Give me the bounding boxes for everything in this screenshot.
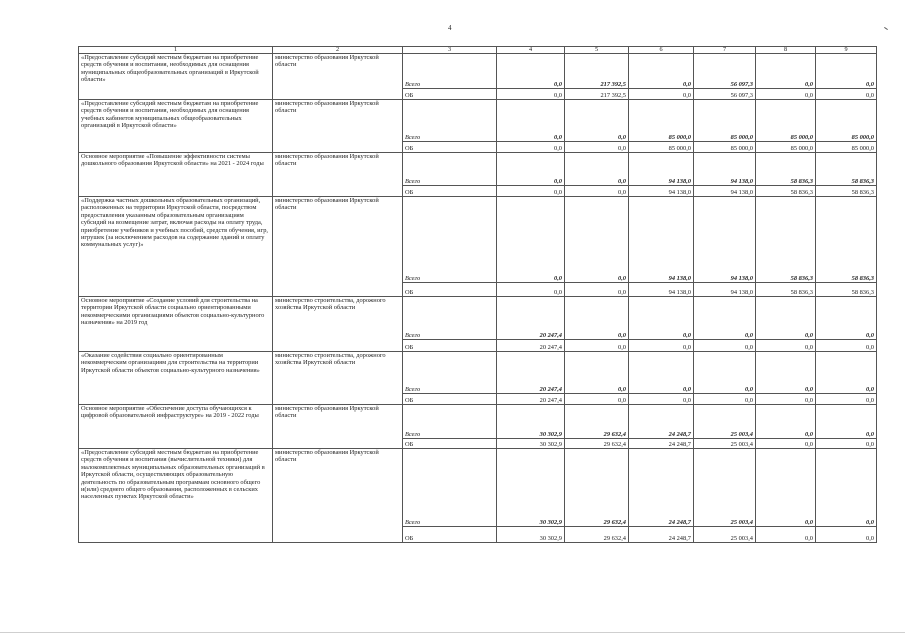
table-row-total	[79, 449, 877, 527]
amount-cell: 24 248,7	[629, 449, 694, 527]
amount-cell: 0,0	[497, 153, 565, 186]
amount-cell: 0,0	[694, 352, 756, 394]
funding-source-cell: ОБ	[403, 439, 497, 449]
table-row-total	[79, 297, 877, 340]
amount-cell: 0,0	[756, 297, 816, 340]
table-row-total	[79, 100, 877, 142]
amount-cell: 24 248,7	[629, 527, 694, 543]
amount-cell: 58 836,3	[816, 283, 877, 297]
funding-source-cell: ОБ	[403, 142, 497, 153]
table-row-total	[79, 197, 877, 283]
amount-cell: 56 097,3	[694, 89, 756, 100]
col-header: 6	[629, 47, 694, 54]
executor-cell: министерство строительства, дорожного хозяйства Иркутской области	[273, 352, 403, 405]
amount-cell: 30 302,9	[497, 527, 565, 543]
amount-cell: 85 000,0	[694, 100, 756, 142]
amount-cell: 0,0	[629, 352, 694, 394]
event-name-cell: «Предоставление субсидий местным бюджетам на приобретение средств обучения и воспитания (вычислительной техники) для малокомплектных муниципальных образовательных организаций в Иркутской области, осуществляющих образовательную деятельность по образовательным программам основного общего и(или) среднего общего образования, расположенных в сельских населенных пунктах Иркутской области»	[79, 449, 273, 543]
amount-cell: 58 836,3	[816, 153, 877, 186]
funding-source-cell: Всего	[403, 100, 497, 142]
amount-cell: 0,0	[565, 283, 629, 297]
amount-cell: 0,0	[565, 297, 629, 340]
amount-cell: 0,0	[497, 54, 565, 89]
executor-cell: министерство образования Иркутской области	[273, 405, 403, 449]
header-row	[79, 47, 877, 54]
executor-cell: министерство образования Иркутской области	[273, 153, 403, 197]
amount-cell: 0,0	[756, 54, 816, 89]
executor-cell: министерство образования Иркутской области	[273, 197, 403, 297]
table-row-total	[79, 153, 877, 186]
amount-cell: 58 836,3	[816, 186, 877, 197]
amount-cell: 0,0	[565, 100, 629, 142]
funding-source-cell: Всего	[403, 153, 497, 186]
amount-cell: 20 247,4	[497, 340, 565, 352]
funding-source-cell: ОБ	[403, 527, 497, 543]
executor-cell: министерство образования Иркутской области	[273, 449, 403, 543]
amount-cell: 94 138,0	[629, 283, 694, 297]
amount-cell: 24 248,7	[629, 439, 694, 449]
amount-cell: 0,0	[629, 394, 694, 405]
table-row-total	[79, 54, 877, 89]
amount-cell: 85 000,0	[816, 100, 877, 142]
amount-cell: 29 632,4	[565, 449, 629, 527]
funding-source-cell: ОБ	[403, 186, 497, 197]
budget-table	[78, 46, 877, 543]
amount-cell: 217 392,5	[565, 54, 629, 89]
event-name-cell: Основное мероприятие «Создание условий для строительства на территории Иркутской области социально ориентированными некоммерческими организациями объектов социально-культурного назначения» на 2019 год	[79, 297, 273, 352]
amount-cell: 0,0	[694, 394, 756, 405]
amount-cell: 94 138,0	[629, 197, 694, 283]
amount-cell: 30 302,9	[497, 439, 565, 449]
amount-cell: 0,0	[816, 439, 877, 449]
page-bottom-edge	[0, 632, 905, 633]
amount-cell: 0,0	[816, 394, 877, 405]
amount-cell: 20 247,4	[497, 394, 565, 405]
executor-cell: министерство образования Иркутской области	[273, 100, 403, 153]
amount-cell: 25 003,4	[694, 439, 756, 449]
amount-cell: 0,0	[629, 340, 694, 352]
amount-cell: 58 836,3	[816, 197, 877, 283]
amount-cell: 0,0	[497, 89, 565, 100]
amount-cell: 217 392,5	[565, 89, 629, 100]
event-name-cell: Основное мероприятие «Обеспечение доступа обучающихся к цифровой образовательной инфраструктуре» на 2019 - 2022 годы	[79, 405, 273, 449]
amount-cell: 94 138,0	[629, 186, 694, 197]
amount-cell: 0,0	[816, 297, 877, 340]
amount-cell: 0,0	[756, 449, 816, 527]
event-name-cell: «Поддержка частных дошкольных образовательных организаций, расположенных на территории Иркутской области, посредством предоставления указанным образовательным организациям субсидий на возмещение затрат, включая расходы на оплату труда, приобретение учебников и учебных пособий, средств обучения, игр, игрушек (за исключением расходов на содержание зданий и оплату коммунальных услуг)»	[79, 197, 273, 297]
amount-cell: 29 632,4	[565, 439, 629, 449]
amount-cell: 94 138,0	[694, 153, 756, 186]
amount-cell: 0,0	[756, 340, 816, 352]
amount-cell: 58 836,3	[756, 186, 816, 197]
amount-cell: 20 247,4	[497, 352, 565, 394]
amount-cell: 94 138,0	[694, 197, 756, 283]
funding-source-cell: ОБ	[403, 340, 497, 352]
amount-cell: 25 003,4	[694, 405, 756, 439]
amount-cell: 0,0	[756, 527, 816, 543]
amount-cell: 58 836,3	[756, 197, 816, 283]
amount-cell: 0,0	[756, 89, 816, 100]
funding-source-cell: Всего	[403, 297, 497, 340]
col-header: 2	[273, 47, 403, 54]
amount-cell: 85 000,0	[629, 142, 694, 153]
col-header: 8	[756, 47, 816, 54]
amount-cell: 0,0	[816, 340, 877, 352]
amount-cell: 0,0	[756, 439, 816, 449]
event-name-cell: «Предоставление субсидий местным бюджетам на приобретение средств обучения и воспитания, необходимых для оснащения муниципальных общеобразовательных организаций в Иркутской области»	[79, 54, 273, 100]
amount-cell: 58 836,3	[756, 153, 816, 186]
col-header: 9	[816, 47, 877, 54]
executor-cell: министерство строительства, дорожного хозяйства Иркутской области	[273, 297, 403, 352]
scan-mark	[884, 27, 888, 30]
amount-cell: 94 138,0	[694, 283, 756, 297]
funding-source-cell: Всего	[403, 449, 497, 527]
amount-cell: 0,0	[756, 405, 816, 439]
amount-cell: 25 003,4	[694, 527, 756, 543]
col-header: 3	[403, 47, 497, 54]
amount-cell: 29 632,4	[565, 405, 629, 439]
col-header: 5	[565, 47, 629, 54]
executor-cell: министерство образования Иркутской области	[273, 54, 403, 100]
amount-cell: 0,0	[816, 405, 877, 439]
amount-cell: 0,0	[816, 352, 877, 394]
col-header: 4	[497, 47, 565, 54]
funding-source-cell: ОБ	[403, 283, 497, 297]
event-name-cell: Основное мероприятие «Повышение эффективности системы дошкольного образования Иркутской области» на 2021 - 2024 годы	[79, 153, 273, 197]
amount-cell: 0,0	[565, 142, 629, 153]
amount-cell: 0,0	[565, 186, 629, 197]
amount-cell: 85 000,0	[816, 142, 877, 153]
amount-cell: 58 836,3	[756, 283, 816, 297]
funding-source-cell: Всего	[403, 197, 497, 283]
amount-cell: 85 000,0	[629, 100, 694, 142]
amount-cell: 0,0	[694, 340, 756, 352]
amount-cell: 85 000,0	[756, 142, 816, 153]
amount-cell: 0,0	[497, 283, 565, 297]
amount-cell: 0,0	[816, 449, 877, 527]
funding-source-cell: Всего	[403, 405, 497, 439]
amount-cell: 29 632,4	[565, 527, 629, 543]
event-name-cell: «Предоставление субсидий местным бюджетам на приобретение средств обучения и воспитания, необходимых для оснащения учебных кабинетов муниципальных общеобразовательных организаций в Иркутской области»	[79, 100, 273, 153]
amount-cell: 24 248,7	[629, 405, 694, 439]
amount-cell: 0,0	[497, 142, 565, 153]
amount-cell: 0,0	[816, 89, 877, 100]
col-header: 7	[694, 47, 756, 54]
amount-cell: 0,0	[565, 197, 629, 283]
funding-source-cell: Всего	[403, 352, 497, 394]
amount-cell: 0,0	[565, 394, 629, 405]
page-number: 4	[448, 24, 452, 32]
amount-cell: 0,0	[756, 394, 816, 405]
amount-cell: 0,0	[565, 352, 629, 394]
amount-cell: 85 000,0	[756, 100, 816, 142]
amount-cell: 0,0	[565, 153, 629, 186]
amount-cell: 0,0	[756, 352, 816, 394]
amount-cell: 56 097,3	[694, 54, 756, 89]
amount-cell: 20 247,4	[497, 297, 565, 340]
amount-cell: 0,0	[694, 297, 756, 340]
col-header: 1	[79, 47, 273, 54]
amount-cell: 0,0	[497, 186, 565, 197]
table-row-total	[79, 352, 877, 394]
amount-cell: 85 000,0	[694, 142, 756, 153]
amount-cell: 0,0	[629, 89, 694, 100]
amount-cell: 0,0	[816, 527, 877, 543]
amount-cell: 30 302,9	[497, 405, 565, 439]
funding-source-cell: ОБ	[403, 89, 497, 100]
amount-cell: 0,0	[497, 100, 565, 142]
table-row-total	[79, 405, 877, 439]
amount-cell: 94 138,0	[629, 153, 694, 186]
amount-cell: 25 003,4	[694, 449, 756, 527]
amount-cell: 30 302,9	[497, 449, 565, 527]
amount-cell: 0,0	[629, 297, 694, 340]
funding-source-cell: Всего	[403, 54, 497, 89]
amount-cell: 0,0	[816, 54, 877, 89]
funding-source-cell: ОБ	[403, 394, 497, 405]
event-name-cell: «Оказание содействия социально ориентированным некоммерческим организациям для строительства на территории Иркутской области объектов социально-культурного назначения»	[79, 352, 273, 405]
amount-cell: 94 138,0	[694, 186, 756, 197]
amount-cell: 0,0	[565, 340, 629, 352]
amount-cell: 0,0	[629, 54, 694, 89]
amount-cell: 0,0	[497, 197, 565, 283]
